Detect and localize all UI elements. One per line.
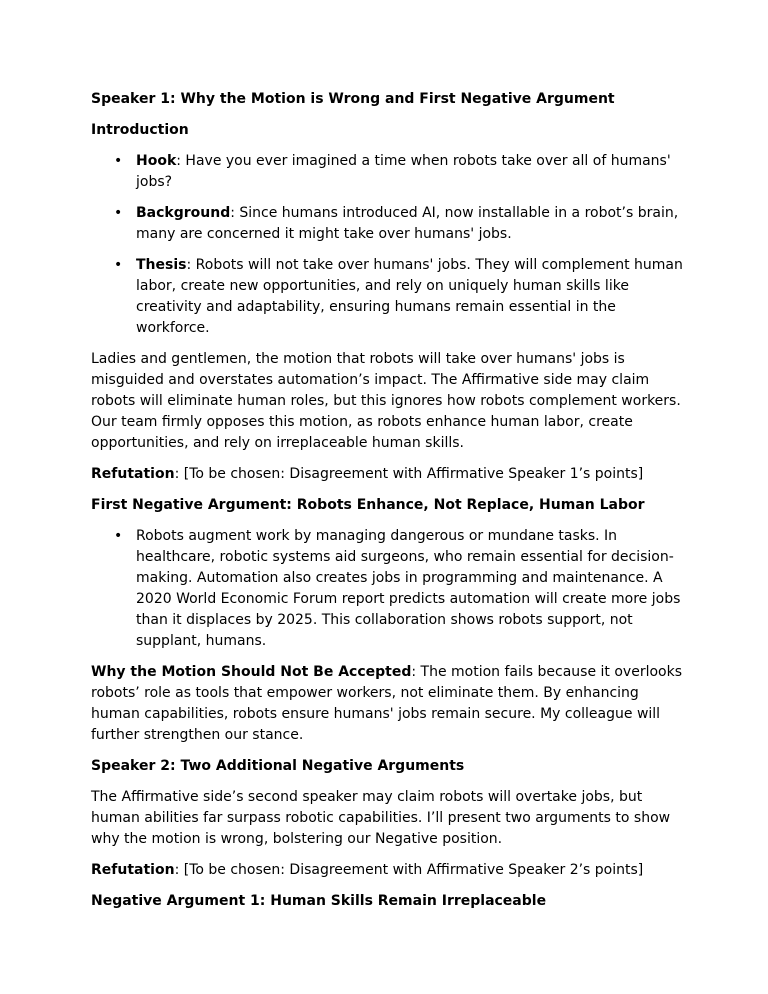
refutation-2: [91, 860, 691, 881]
background-label: Background: [136, 205, 231, 221]
speaker2-heading: Speaker 2: Two Additional Negative Arguments: [91, 758, 465, 774]
first-argument-text: Robots augment work by managing dangerous or mundane tasks. In healthcare, robotic systems aid surgeons, who remain essential for decision-making. Automation also creates jobs in programming and maintenance. A 2020 World Economic Forum report predicts automation will create more jobs than it displaces by 2025. This collaboration shows robots support, not supplant, humans.: [136, 528, 681, 649]
refutation-2-text: : [To be chosen: Disagreement with Affirmative Speaker 2’s points]: [174, 862, 644, 878]
hook-text: : Have you ever imagined a time when robots take over all of humans' jobs?: [136, 153, 671, 190]
first-argument-heading: First Negative Argument: Robots Enhance, Not Replace, Human Labor: [91, 497, 645, 513]
negative-argument-1-heading: Negative Argument 1: Human Skills Remain Irreplaceable: [91, 893, 547, 909]
thesis-label: Thesis: [136, 257, 187, 273]
speaker2-paragraph: The Affirmative side’s second speaker may claim robots will overtake jobs, but human abilities far surpass robotic capabilities. I’ll present two arguments to show why the motion is wrong, bolstering our Negative position.: [91, 789, 671, 847]
list-item-thesis: [91, 255, 691, 339]
refutation-1: [91, 464, 691, 485]
hook-label: Hook: [136, 153, 177, 169]
speaker1-heading: Speaker 1: Why the Motion is Wrong and First Negative Argument: [91, 91, 615, 107]
refutation-2-label: Refutation: [91, 862, 175, 878]
thesis-text: : Robots will not take over humans' jobs. They will complement human labor, create new opportunities, and rely on uniquely human skills like creativity and adaptability, ensuring humans remain essential in the workforce.: [136, 257, 683, 336]
why-not-accepted-label: Why the Motion Should Not Be Accepted: [91, 664, 412, 680]
list-item-background: [91, 203, 691, 245]
opening-paragraph: Ladies and gentlemen, the motion that robots will take over humans' jobs is misguided and overstates automation’s impact. The Affirmative side may claim robots will eliminate human roles, but this ignores how robots complement workers. Our team firmly opposes this motion, as robots enhance human labor, create opportunities, and rely on irreplaceable human skills.: [91, 351, 681, 451]
introduction-heading: Introduction: [91, 122, 189, 138]
introduction-list: [91, 151, 691, 339]
why-not-accepted-paragraph: [91, 662, 691, 746]
first-argument-list: [91, 526, 691, 652]
bullet-icon: •: [114, 205, 123, 221]
document-body: [91, 89, 691, 922]
refutation-1-text: : [To be chosen: Disagreement with Affirmative Speaker 1’s points]: [174, 466, 644, 482]
bullet-icon: •: [114, 528, 123, 544]
bullet-icon: •: [114, 153, 123, 169]
refutation-1-label: Refutation: [91, 466, 175, 482]
bullet-icon: •: [114, 257, 123, 273]
list-item-first-argument: [91, 526, 691, 652]
background-text: : Since humans introduced AI, now installable in a robot’s brain, many are concerned it might take over humans' jobs.: [136, 205, 679, 242]
why-not-accepted-text: : The motion fails because it overlooks robots’ role as tools that empower workers, not eliminate them. By enhancing human capabilities, robots ensure humans' jobs remain secure. My colleague will further strengthen our stance.: [91, 664, 683, 743]
list-item-hook: [91, 151, 691, 193]
